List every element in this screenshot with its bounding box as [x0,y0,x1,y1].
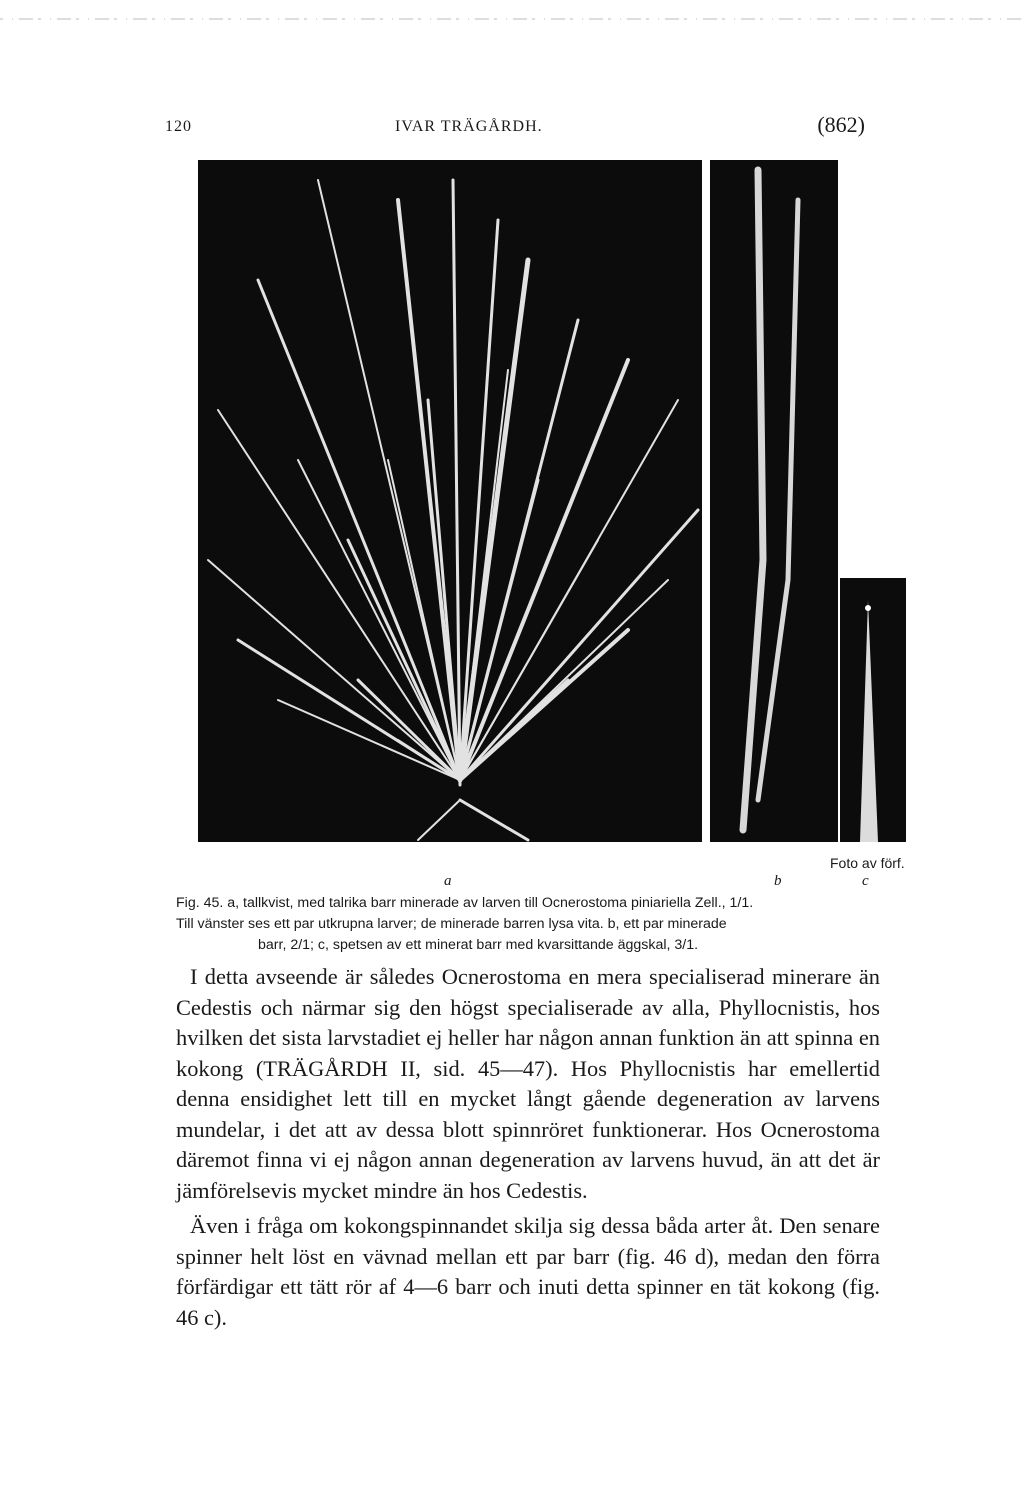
caption-line: Till vänster ses ett par utkrupna larver; de minerade barren lysa vita. b, ett par minerade [176,916,727,932]
running-head-author: IVAR TRÄGÅRDH. [395,118,543,135]
photo-credit: Foto av förf. [830,855,905,871]
caption-line: Fig. 45. a, tallkvist, med talrika barr minerade av larven till Ocnerostoma piniariella Zell., 1/1. [176,895,754,911]
panel-label-a: a [444,873,452,889]
body-text [176,962,880,1333]
page-header [165,112,865,152]
caption-line: barr, 2/1; c, spetsen av ett minerat barr med kvarsittande äggskal, 3/1. [258,937,699,953]
scan-edge-noise [0,10,1024,18]
panel-label-c: c [862,873,869,889]
page-ref-number: (862) [817,112,865,137]
figure-caption [176,893,882,956]
panel-label-b: b [774,873,782,889]
page-number: 120 [165,118,192,135]
figure-45-plate [198,160,906,842]
panel-b-photo [710,160,838,842]
paragraph: I detta avseende är således Ocnerostoma en mera specialiserad minerare än Cedestis och närmar sig den högst specialiserade av alla, Phyllocnistis, hos hvilken det sista larvstadiet ej heller har någon annan funktion än att spinna en kokong (TRÄGÅRDH II, sid. 45—47). Hos Phyllocnistis har emellertid denna ensidighet lett till en mycket långt gående degeneration av larvens mundelar, i det att av dessa blott spinnröret funktionerar. Hos Ocnerostoma däremot finna vi ej någon annan degeneration av larvens huvud, än att det är jämförelsevis mycket mindre än hos Cedestis. [176,964,880,1203]
paragraph: Även i fråga om kokongspinnandet skilja sig dessa båda arter åt. Den senare spinner helt löst en vävnad mellan ett par barr (fig. 46 d), medan den förra förfärdigar ett tätt rör af 4—6 barr och inuti detta spinner en tät kokong (fig. 46 c). [176,1213,880,1330]
